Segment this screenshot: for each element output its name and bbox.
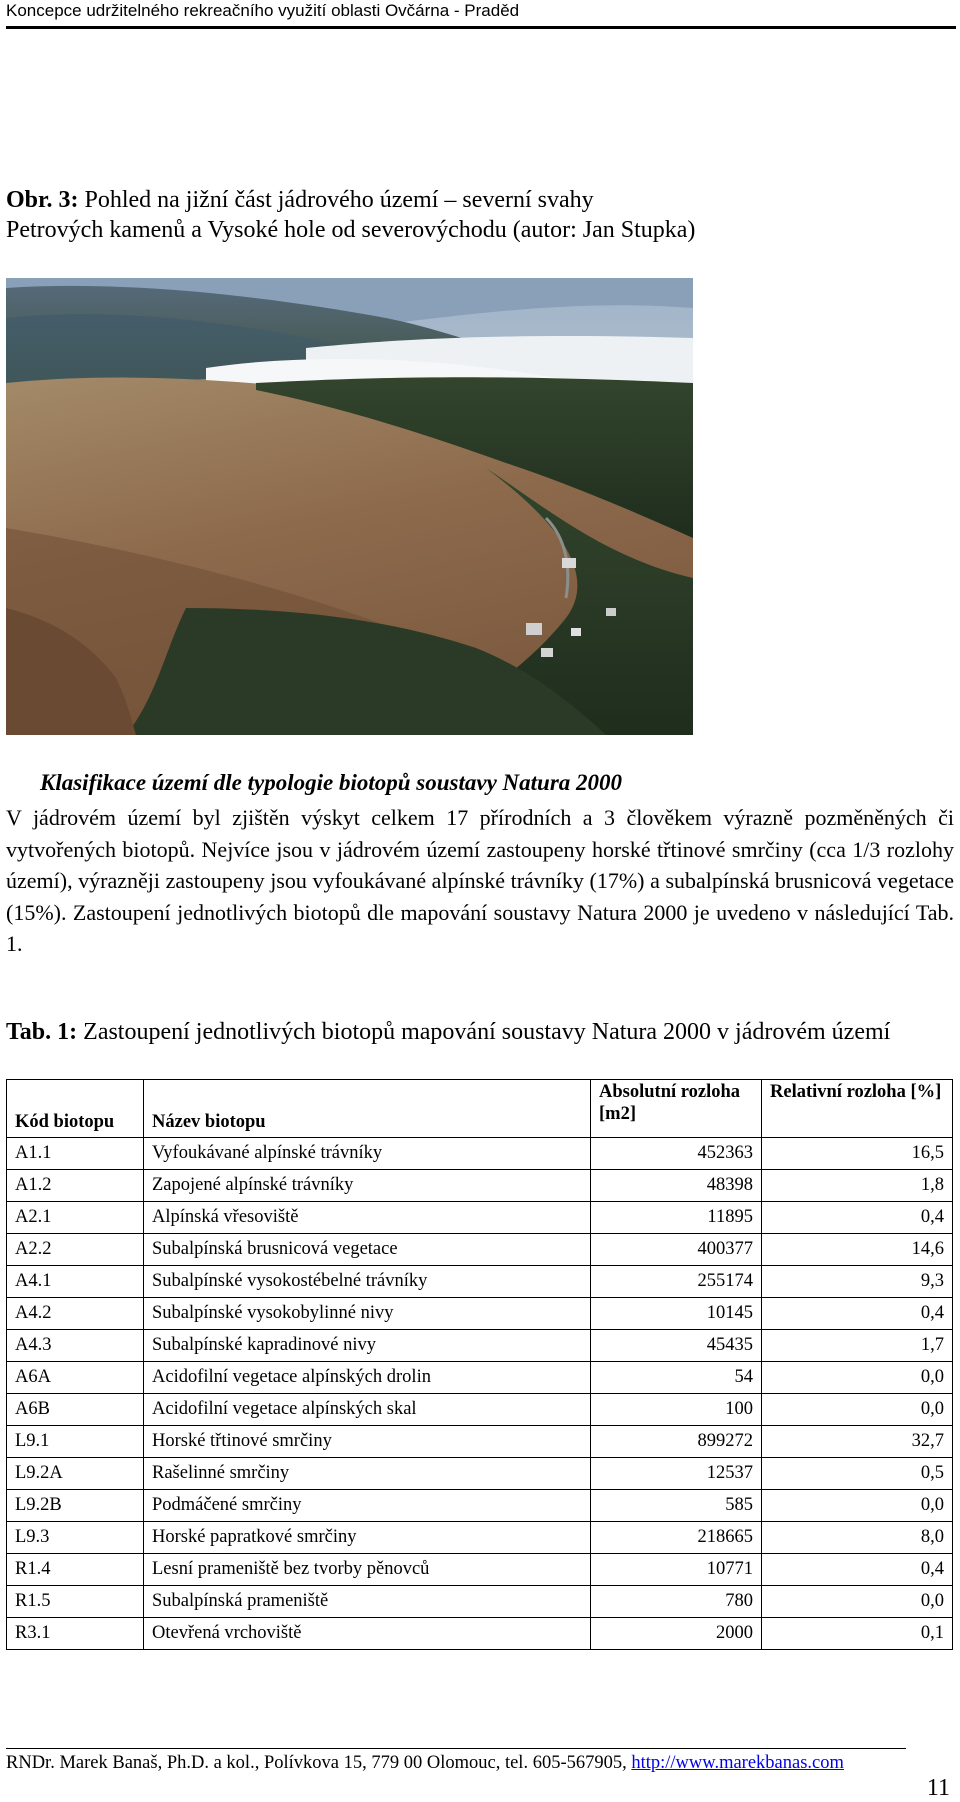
cell-relative: 32,7 [762,1426,953,1458]
footer-text: RNDr. Marek Banaš, Ph.D. a kol., Polívkova 15, 779 00 Olomouc, tel. 605-567905, [6,1753,632,1773]
table-row [7,1330,953,1362]
cell-name: Otevřená vrchoviště [144,1618,591,1650]
table-row [7,1266,953,1298]
cell-code: L9.3 [7,1522,144,1554]
table-caption-text: Zastoupení jednotlivých biotopů mapování soustavy Natura 2000 v jádrovém území [83,1019,891,1045]
cell-name: Subalpínské kapradinové nivy [144,1330,591,1362]
section-heading: Klasifikace území dle typologie biotopů soustavy Natura 2000 [40,770,623,795]
table-row [7,1522,953,1554]
footer-rule [6,1748,906,1749]
cell-absolute: 100 [591,1394,762,1426]
cell-absolute: 899272 [591,1426,762,1458]
figure-label: Obr. 3: [6,187,79,213]
cell-relative: 0,5 [762,1458,953,1490]
cell-relative: 1,8 [762,1170,953,1202]
cell-name: Rašelinné smrčiny [144,1458,591,1490]
cell-relative: 0,4 [762,1554,953,1586]
cell-relative: 0,0 [762,1362,953,1394]
cell-code: A2.1 [7,1202,144,1234]
cell-absolute: 48398 [591,1170,762,1202]
cell-absolute: 12537 [591,1458,762,1490]
cell-absolute: 452363 [591,1138,762,1170]
cell-code: A1.1 [7,1138,144,1170]
cell-relative: 0,0 [762,1394,953,1426]
cell-relative: 0,1 [762,1618,953,1650]
header-name: Název biotopu [144,1080,591,1138]
table-row [7,1618,953,1650]
running-header [6,0,956,29]
cell-name: Acidofilní vegetace alpínských skal [144,1394,591,1426]
cell-relative: 8,0 [762,1522,953,1554]
biotope-table [6,1079,953,1650]
table-row [7,1234,953,1266]
table-body [7,1138,953,1650]
cell-name: Subalpínské vysokobylinné nivy [144,1298,591,1330]
table-row [7,1298,953,1330]
cell-relative: 0,4 [762,1202,953,1234]
cell-name: Subalpínské vysokostébelné trávníky [144,1266,591,1298]
figure-caption [6,185,696,245]
table-row [7,1394,953,1426]
cell-absolute: 10145 [591,1298,762,1330]
cell-name: Vyfoukávané alpínské trávníky [144,1138,591,1170]
cell-name: Podmáčené smrčiny [144,1490,591,1522]
table-row [7,1202,953,1234]
cell-absolute: 2000 [591,1618,762,1650]
cell-relative: 0,0 [762,1490,953,1522]
cell-name: Subalpínská prameniště [144,1586,591,1618]
cell-name: Subalpínská brusnicová vegetace [144,1234,591,1266]
section-paragraph: V jádrovém území byl zjištěn výskyt celkem 17 přírodních a 3 člověkem výrazně pozměněných či vytvořených biotopů. Nejvíce jsou v jádrovém území zastoupeny horské třtinové smrčiny (cca 1/3 rozlohy území), výrazněji zastoupeny jsou vyfoukávané alpínské trávníky (17%) a subalpínská brusnicová vegetace (15%). Zastoupení jednotlivých biotopů dle mapování soustavy Natura 2000 je uvedeno v následující Tab. 1. [6,805,954,956]
cell-code: L9.1 [7,1426,144,1458]
footer-link[interactable]: http://www.marekbanas.com [631,1753,844,1773]
cell-name: Horské třtinové smrčiny [144,1426,591,1458]
header-code: Kód biotopu [7,1080,144,1138]
cell-name: Lesní prameniště bez tvorby pěnovců [144,1554,591,1586]
cell-code: L9.2A [7,1458,144,1490]
table-row [7,1170,953,1202]
table-row [7,1490,953,1522]
cell-absolute: 585 [591,1490,762,1522]
cell-absolute: 54 [591,1362,762,1394]
cell-code: A4.2 [7,1298,144,1330]
cell-name: Acidofilní vegetace alpínských drolin [144,1362,591,1394]
cell-absolute: 11895 [591,1202,762,1234]
cell-name: Alpínská vřesoviště [144,1202,591,1234]
document-title: Koncepce udržitelného rekreačního využití oblasti Ovčárna - Praděd [6,1,520,20]
footer [6,1752,956,1774]
table-row [7,1586,953,1618]
table-caption [6,1017,954,1047]
table-label: Tab. 1: [6,1019,78,1045]
cell-code: A4.3 [7,1330,144,1362]
cell-code: R1.4 [7,1554,144,1586]
table-row [7,1362,953,1394]
cell-relative: 9,3 [762,1266,953,1298]
cell-absolute: 10771 [591,1554,762,1586]
cell-code: A4.1 [7,1266,144,1298]
cell-relative: 16,5 [762,1138,953,1170]
table-row [7,1138,953,1170]
cell-absolute: 400377 [591,1234,762,1266]
cell-code: A6B [7,1394,144,1426]
header-absolute: Absolutní rozloha [m2] [591,1080,762,1138]
landscape-photo [6,278,693,735]
cell-relative: 0,4 [762,1298,953,1330]
table-row [7,1554,953,1586]
cell-code: A1.2 [7,1170,144,1202]
cell-absolute: 780 [591,1586,762,1618]
cell-code: L9.2B [7,1490,144,1522]
table-row [7,1458,953,1490]
table-header-row [7,1080,953,1138]
cell-code: A2.2 [7,1234,144,1266]
cell-name: Zapojené alpínské trávníky [144,1170,591,1202]
cell-relative: 0,0 [762,1586,953,1618]
cell-code: R3.1 [7,1618,144,1650]
cell-relative: 1,7 [762,1330,953,1362]
header-relative: Relativní rozloha [%] [762,1080,953,1138]
cell-code: R1.5 [7,1586,144,1618]
page-number: 11 [926,1775,950,1801]
cell-relative: 14,6 [762,1234,953,1266]
cell-absolute: 255174 [591,1266,762,1298]
cell-absolute: 218665 [591,1522,762,1554]
cell-name: Horské papratkové smrčiny [144,1522,591,1554]
cell-absolute: 45435 [591,1330,762,1362]
figure-caption-text: Pohled na jižní část jádrového území – severní svahy Petrových kamenů a Vysoké hole od severovýchodu (autor: Jan Stupka) [6,187,696,243]
table-row [7,1426,953,1458]
cell-code: A6A [7,1362,144,1394]
